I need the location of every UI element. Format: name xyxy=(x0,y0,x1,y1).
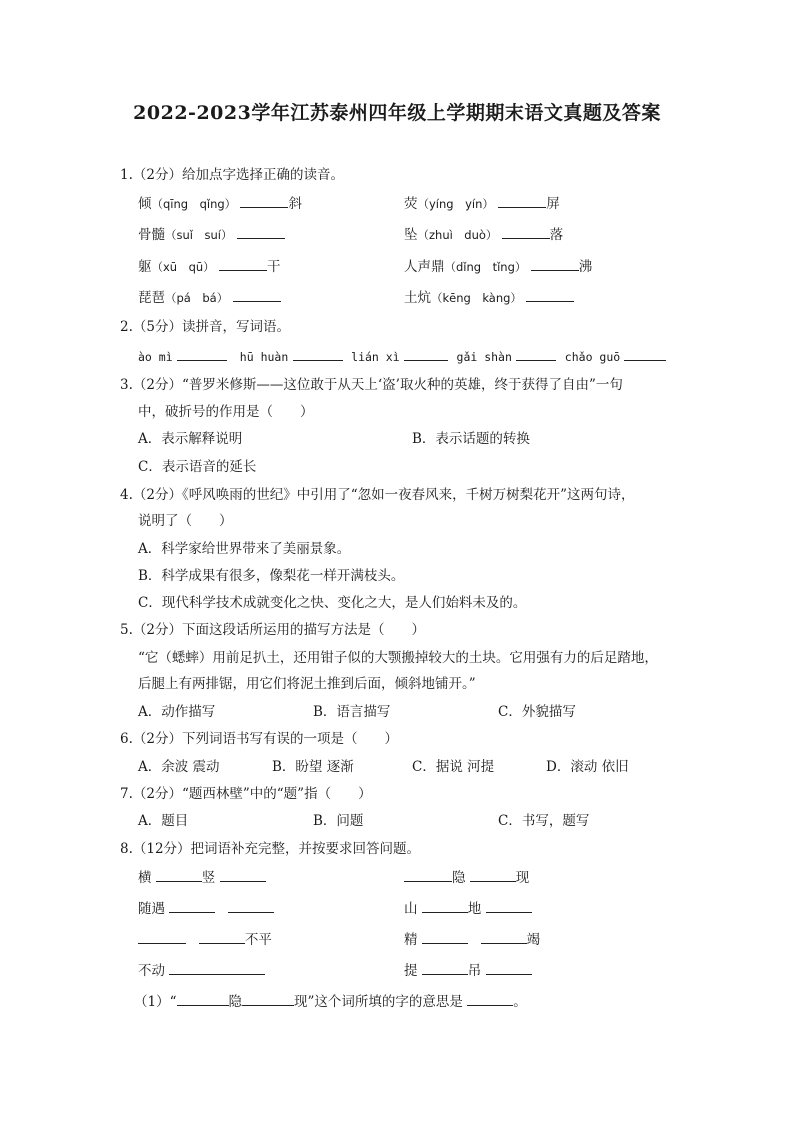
q4-option-c[interactable]: C．现代科学技术成就变化之快、变化之大，是人们始料未及的。 xyxy=(138,595,527,611)
q8-subquestion-1: （1）“ 隐 现”这个词所填的字的意思是 。 xyxy=(134,994,527,1010)
answer-blank[interactable] xyxy=(228,900,274,913)
q3-option-c[interactable]: C．表示语音的延长 xyxy=(138,459,257,475)
q7-option-a[interactable]: A．题目 xyxy=(138,813,189,829)
q3-stem-cont: 中，破折号的作用是（ ） xyxy=(138,404,314,420)
q1-item: 骨髓（suǐ suí） xyxy=(138,226,285,244)
answer-blank[interactable] xyxy=(486,900,532,913)
answer-blank[interactable] xyxy=(516,348,556,361)
answer-blank[interactable] xyxy=(470,869,516,882)
q8-idiom: 山 地 xyxy=(404,900,532,918)
answer-blank[interactable] xyxy=(624,348,666,361)
answer-blank[interactable] xyxy=(237,226,285,239)
q8-idiom: 提 吊 xyxy=(404,962,532,980)
answer-blank[interactable] xyxy=(156,869,202,882)
answer-blank[interactable] xyxy=(502,226,550,239)
q5-option-a[interactable]: A．动作描写 xyxy=(138,704,216,720)
answer-blank[interactable] xyxy=(242,993,294,1006)
q6-option-a[interactable]: A．余波 震动 xyxy=(138,759,220,775)
q3-option-b[interactable]: B．表示话题的转换 xyxy=(412,431,530,447)
answer-blank[interactable] xyxy=(220,869,266,882)
answer-blank[interactable] xyxy=(219,258,267,271)
q5-quote-cont: 后腿上有两排锯，用它们将泥土推到后面，倾斜地铺开。” xyxy=(138,676,476,692)
answer-blank[interactable] xyxy=(233,289,281,302)
q3-option-a[interactable]: A．表示解释说明 xyxy=(138,431,243,447)
answer-blank[interactable] xyxy=(526,289,574,302)
answer-blank[interactable] xyxy=(138,931,186,944)
q2-pinyin-row: ào mì hū huàn lián xì gǎi shàn chǎo guō xyxy=(138,348,666,366)
answer-blank[interactable] xyxy=(422,900,468,913)
answer-blank[interactable] xyxy=(498,195,546,208)
q1-item: 倾（qīng qǐng） 斜 xyxy=(138,196,302,212)
answer-blank[interactable] xyxy=(293,348,343,361)
q3-stem: 3.（2分）“普罗米修斯——这位敢于从天上‘盗’取火种的英雄，终于获得了自由”一句 xyxy=(120,377,623,393)
q5-quote: “它（蟋蟀）用前足扒土，还用钳子似的大颚搬掉较大的土块。它用强有力的后足踏地， xyxy=(138,650,658,666)
q5-option-c[interactable]: C．外貌描写 xyxy=(498,704,576,720)
answer-blank[interactable] xyxy=(177,348,227,361)
answer-blank[interactable] xyxy=(467,993,513,1006)
q1-item: 荧（yíng yín） 屏 xyxy=(404,196,560,212)
q7-option-b[interactable]: B．问题 xyxy=(313,813,364,829)
q1-item: 琵琶（pá bá） xyxy=(138,289,281,307)
q2-stem: 2.（5分）读拼音，写词语。 xyxy=(120,319,290,335)
answer-blank[interactable] xyxy=(404,348,448,361)
answer-blank[interactable] xyxy=(481,931,527,944)
answer-blank[interactable] xyxy=(531,258,579,271)
q5-option-b[interactable]: B．语言描写 xyxy=(313,704,391,720)
q8-idiom: 隐 现 xyxy=(404,869,529,887)
answer-blank[interactable] xyxy=(486,962,532,975)
answer-blank[interactable] xyxy=(404,869,452,882)
q6-option-b[interactable]: B．盼望 逐渐 xyxy=(272,759,354,775)
answer-blank[interactable] xyxy=(240,195,288,208)
q4-option-a[interactable]: A．科学家给世界带来了美丽景象。 xyxy=(138,541,351,557)
q1-item: 人声鼎（dǐng tǐng） 沸 xyxy=(404,259,593,275)
page-title: 2022-2023学年江苏泰州四年级上学期期末语文真题及答案 xyxy=(133,102,661,124)
answer-blank[interactable] xyxy=(169,962,265,975)
answer-blank[interactable] xyxy=(199,931,245,944)
answer-blank[interactable] xyxy=(177,993,229,1006)
q8-idiom: 不平 xyxy=(138,931,272,949)
q6-option-c[interactable]: C．据说 河提 xyxy=(412,759,495,775)
q7-stem: 7.（2分）“题西林壁”中的“题”指（ ） xyxy=(120,786,372,802)
q4-stem: 4.（2分）《呼风唤雨的世纪》中引用了“忽如一夜春风来，千树万树梨花开”这两句诗， xyxy=(120,487,635,503)
q6-stem: 6.（2分）下列词语书写有误的一项是（ ） xyxy=(120,731,398,747)
q8-idiom: 不动 xyxy=(138,962,265,980)
answer-blank[interactable] xyxy=(422,962,468,975)
q8-idiom: 横 竖 xyxy=(138,869,266,887)
answer-blank[interactable] xyxy=(422,931,468,944)
q7-option-c[interactable]: C．书写，题写 xyxy=(498,813,590,829)
q5-stem: 5.（2分）下面这段话所运用的描写方法是（ ） xyxy=(120,622,425,638)
q8-idiom: 精 竭 xyxy=(404,932,541,948)
answer-blank[interactable] xyxy=(169,900,215,913)
q1-item: 土炕（kēng kàng） xyxy=(404,289,574,307)
q1-item: 坠（zhuì duò） 落 xyxy=(404,227,564,243)
q1-item: 躯（xū qū） 干 xyxy=(138,259,281,275)
q4-stem-cont: 说明了（ ） xyxy=(138,513,233,529)
q4-option-b[interactable]: B．科学成果有很多，像梨花一样开满枝头。 xyxy=(138,568,405,584)
q8-stem: 8.（12分）把词语补充完整，并按要求回答问题。 xyxy=(120,841,421,857)
q1-stem: 1.（2分）给加点字选择正确的读音。 xyxy=(120,167,344,183)
q6-option-d[interactable]: D．滚动 依旧 xyxy=(546,759,629,775)
q8-idiom: 随遇 xyxy=(138,900,274,918)
